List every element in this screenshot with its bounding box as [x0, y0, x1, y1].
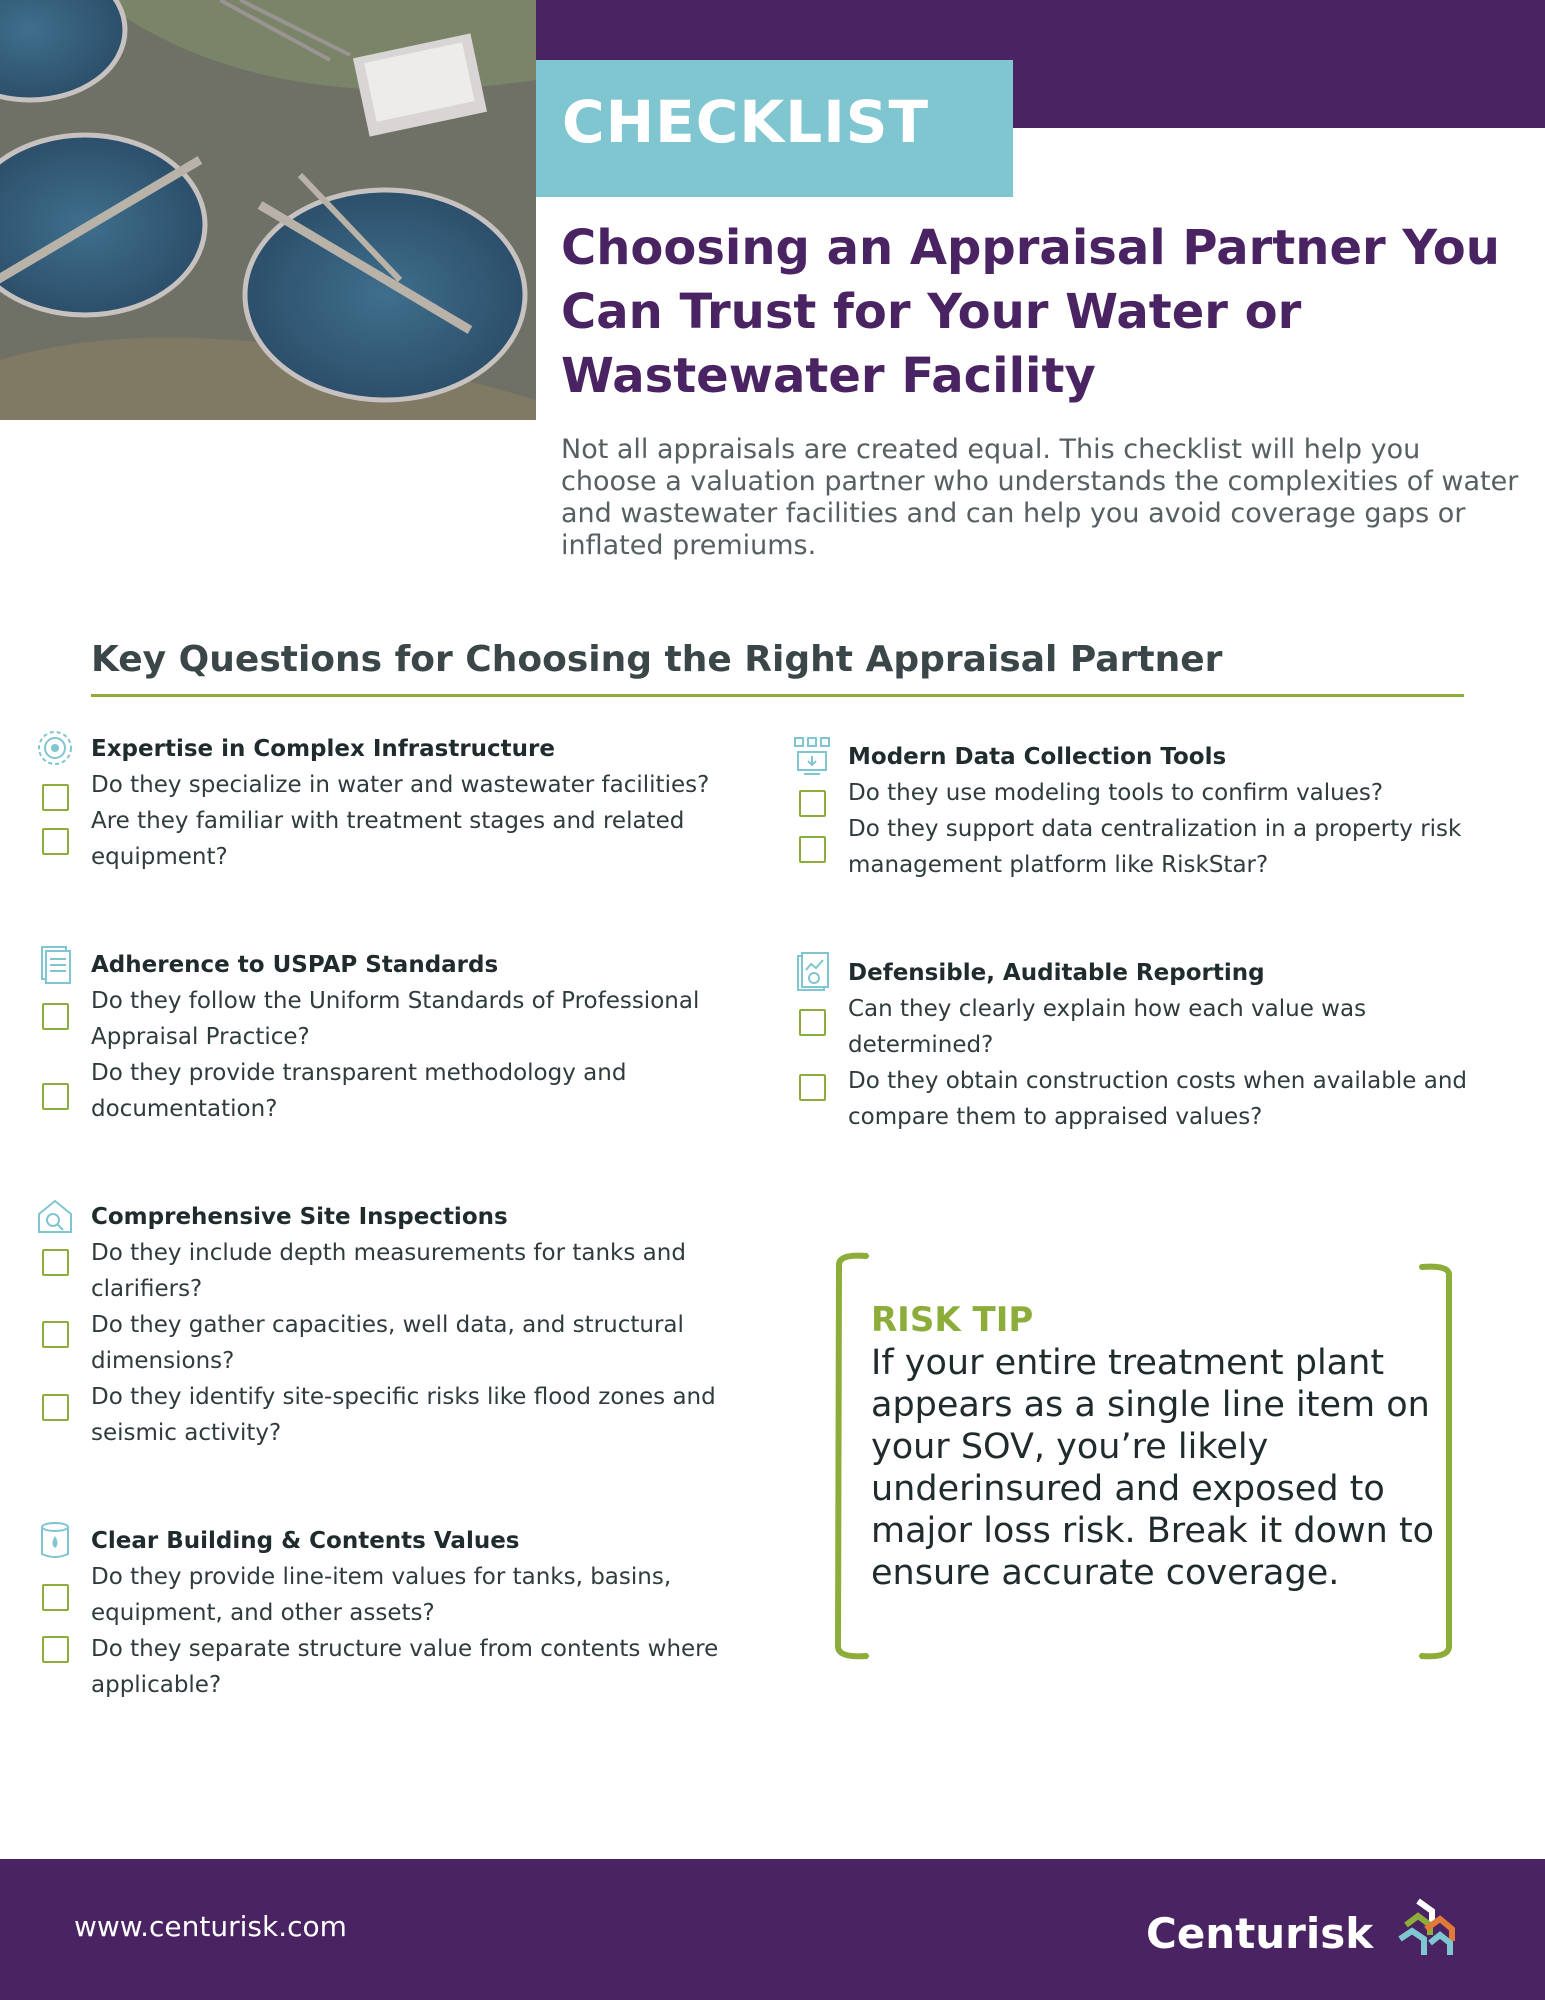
- checklist-item: Do they provide line-item values for tanks, basins, equipment, and other assets?: [91, 1564, 672, 1626]
- house-search-icon: [33, 1194, 77, 1238]
- logo-mark-icon: [1396, 1895, 1458, 1959]
- checklist-item: Do they follow the Uniform Standards of Professional Appraisal Practice?: [91, 988, 700, 1050]
- checklist-item: Do they gather capacities, well data, and structural dimensions?: [91, 1312, 684, 1374]
- checkbox[interactable]: [42, 1584, 69, 1611]
- checkbox[interactable]: [799, 1009, 826, 1036]
- badge-label: CHECKLIST: [562, 88, 930, 156]
- footer: [0, 1859, 1545, 2000]
- report-chart-icon: [790, 950, 834, 994]
- checklist-item: Do they separate structure value from contents where applicable?: [91, 1636, 719, 1698]
- intro-paragraph: Not all appraisals are created equal. This checklist will help you choose a valuation partner who understands the complexities of water and wastewater facilities and can help you avoid coverage gaps or inflated premiums.: [561, 434, 1519, 561]
- group-title: Defensible, Auditable Reporting: [848, 960, 1265, 986]
- checklist-badge: [536, 60, 1013, 197]
- tip-left-bracket: [830, 1252, 870, 1662]
- website-link[interactable]: www.centurisk.com: [74, 1910, 347, 1943]
- group-title: Comprehensive Site Inspections: [91, 1204, 508, 1230]
- document-icon: [33, 942, 77, 986]
- centurisk-logo: [1146, 1887, 1466, 1967]
- checkbox[interactable]: [42, 828, 69, 855]
- checkbox[interactable]: [42, 1003, 69, 1030]
- checklist-item: Do they identify site-specific risks like flood zones and seismic activity?: [91, 1384, 716, 1446]
- checklist-item: Do they provide transparent methodology and documentation?: [91, 1060, 627, 1122]
- checklist-item: Do they use modeling tools to confirm values?: [848, 780, 1384, 806]
- group-title: Adherence to USPAP Standards: [91, 952, 499, 978]
- checkbox[interactable]: [799, 790, 826, 817]
- monitor-network-icon: [790, 734, 834, 778]
- page-title: Choosing an Appraisal Partner You Can Trust for Your Water or Wastewater Facility: [561, 220, 1500, 404]
- section-divider: [91, 694, 1464, 697]
- risk-tip-text: If your entire treatment plant appears as a single line item on your SOV, you’re likely underinsured and exposed to major loss risk. Break it down to ensure accurate coverage.: [871, 1343, 1435, 1593]
- checklist-item: Do they obtain construction costs when available and compare them to appraised values?: [848, 1068, 1468, 1130]
- water-tank-icon: [33, 1518, 77, 1562]
- checklist-item: Do they include depth measurements for tanks and clarifiers?: [91, 1240, 686, 1302]
- checkbox[interactable]: [799, 836, 826, 863]
- checkbox[interactable]: [42, 1394, 69, 1421]
- checkbox[interactable]: [42, 1636, 69, 1663]
- checklist-item: Do they specialize in water and wastewater facilities?: [91, 772, 710, 798]
- checkbox[interactable]: [42, 1083, 69, 1110]
- checkbox[interactable]: [42, 784, 69, 811]
- group-title: Expertise in Complex Infrastructure: [91, 736, 555, 762]
- header-photo: [0, 0, 536, 420]
- group-title: Modern Data Collection Tools: [848, 744, 1227, 770]
- checklist-item: Can they clearly explain how each value was determined?: [848, 996, 1367, 1058]
- group-title: Clear Building & Contents Values: [91, 1528, 520, 1554]
- section-title: Key Questions for Choosing the Right Appraisal Partner: [91, 639, 1223, 680]
- logo-wordmark: Centurisk: [1146, 1909, 1374, 1958]
- gear-icon: [33, 726, 77, 770]
- checkbox[interactable]: [42, 1321, 69, 1348]
- checklist-item: Are they familiar with treatment stages and related equipment?: [91, 808, 685, 870]
- risk-tip-label: RISK TIP: [871, 1300, 1034, 1340]
- checkbox[interactable]: [42, 1249, 69, 1276]
- checkbox[interactable]: [799, 1074, 826, 1101]
- checklist-item: Do they support data centralization in a property risk management platform like RiskStar?: [848, 816, 1462, 878]
